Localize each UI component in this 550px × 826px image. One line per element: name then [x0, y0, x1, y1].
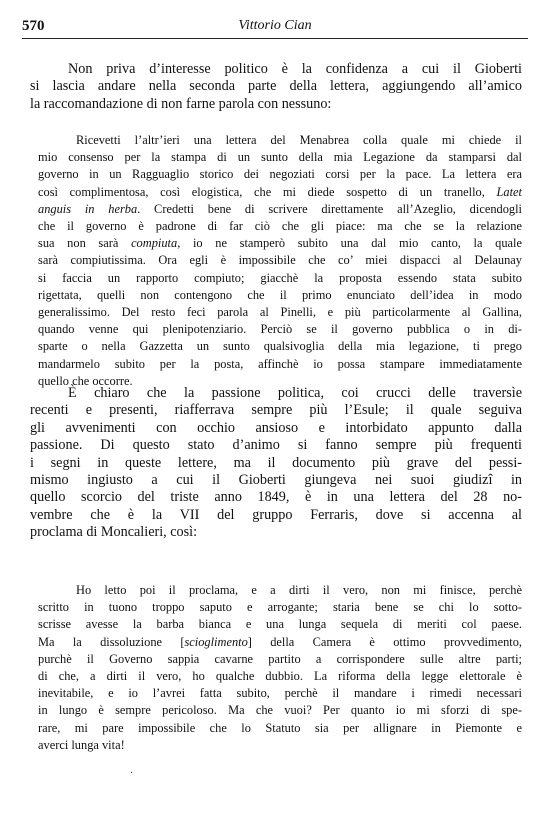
intro-paragraph: [30, 61, 522, 113]
text-line: quello scorcio del triste anno 1849, è in una lettera del 28 no-: [30, 489, 522, 506]
text-segment: così complimentosa, così elogistica, che mi diede sospetto di un tranello,: [38, 184, 497, 199]
text-segment: sparte o nella Gazzetta un sunto qualsivoglia della mia legazione, ti prego: [38, 339, 522, 354]
running-head-author: Vittorio Cian: [238, 18, 312, 33]
quote-line: [38, 702, 522, 719]
quote-line: [38, 720, 522, 737]
quote-line: [38, 218, 522, 235]
quote-line: [38, 685, 522, 702]
quote-line: [38, 201, 522, 218]
quote-line: [38, 616, 522, 633]
quote-line: [38, 287, 522, 304]
page-number: 570: [22, 18, 45, 34]
text-segment: in lungo è sempre pericoloso. Ma che vuoi? Per quanto io mi sforzi di spe-: [38, 703, 522, 718]
quote-line: [38, 668, 522, 685]
quote-line: [38, 599, 522, 616]
text-segment: rare, mi pare impossibile che lo Statuto sia per allignare in Piemonte e: [38, 720, 522, 735]
text-segment: , io ne stamperò subito una dal mio canto, la quale: [177, 236, 522, 251]
quote-line: [38, 356, 522, 373]
quote-line: [38, 737, 522, 754]
text-segment: rigettata, quelli non contengono che il primo enunciato dell’idea in modo: [38, 287, 522, 302]
text-segment: che il governo è padrone di far ciò che gli piace: ma che se la relazione: [38, 219, 522, 234]
quote-line: [38, 304, 522, 321]
text-line: recenti e presenti, riafferrava sempre più l’Esule; il quale seguiva: [30, 402, 522, 419]
text-line: la raccomandazione di non farne parola con nessuno:: [30, 95, 332, 112]
text-segment: scritto in tuono troppo saputo e arrogante; staria bene se chi lo sotto-: [38, 600, 522, 615]
quote-line: [38, 166, 522, 183]
italic-segment: anguis in herba: [38, 201, 138, 216]
text-line: gli avvenimenti con occhio ansioso e intorbidato appunto dalla: [30, 419, 522, 436]
quoted-letter-proclama: [38, 582, 522, 754]
running-head: [22, 18, 528, 40]
text-line: Non priva d’interesse politico è la confidenza a cui il Gioberti: [68, 61, 522, 77]
text-segment: quello che occorre.: [38, 373, 133, 388]
quote-line: [38, 338, 522, 355]
passione-paragraph: [30, 385, 522, 542]
text-segment: . Credetti bene di scrivere direttamente all’Azeglio, dicendogli: [137, 201, 522, 216]
text-segment: generalissimo. Del resto feci parola al Pinelli, e più particolarmente al Gallina,: [38, 305, 522, 320]
header-rule: [22, 38, 528, 39]
text-segment: Ma la dissoluzione [: [38, 634, 185, 649]
text-segment: governo in un Ragguaglio storico dei negoziati corsi per la pace. La lettera era: [38, 167, 522, 182]
quote-line: [38, 634, 522, 651]
quote-line: [38, 184, 522, 201]
text-segment: scrisse avesse la barba bianca e una lunga sequela di meriti col paese.: [38, 617, 522, 632]
quote-line: [38, 270, 522, 287]
quote-line: [38, 235, 522, 252]
text-segment: purchè il Governo sappia cavarne partito a corrispondere sulle altre parti;: [38, 651, 522, 666]
quote-line: [38, 651, 522, 668]
text-line: proclama di Moncalieri, così:: [30, 524, 198, 541]
text-segment: mandarmelo subito per la posta, affinchè io possa stampare immediatamente: [38, 356, 522, 371]
text-segment: Ho letto poi il proclama, e a dirti il vero, non mi finisce, perchè: [76, 583, 522, 597]
quoted-letter-menabrea: [38, 132, 522, 390]
quote-line: [38, 321, 522, 338]
print-speck: ·: [130, 768, 134, 779]
text-line: passione. Di questo stato d’animo si fanno sempre più frequenti: [30, 437, 522, 454]
quote-line: [38, 582, 522, 599]
text-segment: quando venne qui plenipotenziario. Perciò se il governo pubblica o in di-: [38, 322, 522, 337]
text-segment: Ricevetti l’altr’ieri una lettera del Menabrea colla quale mi chiede il: [76, 133, 522, 147]
text-segment: sarà compiutissima. Ora egli è impossibile che co’ miei dispacci al Delaunay: [38, 253, 522, 268]
text-segment: sua non sarà: [38, 236, 132, 251]
text-segment: mio consenso per la stampa di un sunto della mia Legazione da stamparsi dal: [38, 150, 522, 165]
text-segment: averci lunga vita!: [38, 737, 125, 752]
italic-segment: Latet: [496, 184, 522, 199]
italic-segment: compiuta: [131, 236, 178, 251]
italic-segment: scioglimento: [184, 634, 248, 649]
quote-line: [38, 252, 522, 269]
text-segment: di che, a dirti il vero, ho qualche dubbio. La riforma della legge elettorale è: [38, 669, 522, 684]
quote-line: [38, 149, 522, 166]
text-line: mismo ingiusto a cui il Gioberti giungeva nei suoi giudizî in: [30, 472, 522, 489]
text-segment: ] della Camera è ottimo provvedimento,: [247, 634, 522, 649]
text-line: vembre che è la VII del gruppo Ferraris, dove si accenna al: [30, 506, 522, 523]
text-line: si lascia andare nella seconda parte della lettera, aggiungendo all’amico: [30, 78, 522, 95]
text-segment: si faccia un rapporto compiuto; giacchè la proposta essendo stata subito: [38, 270, 522, 285]
text-line: È chiaro che la passione politica, coi crucci delle traversìe: [68, 385, 522, 401]
text-line: i segni in queste lettere, ma il documento più grave del pessi-: [30, 454, 522, 471]
quote-line: [38, 132, 522, 149]
text-segment: inevitabile, e io l’avrei fatta subito, perchè il mandare i rimedi necessari: [38, 686, 522, 701]
